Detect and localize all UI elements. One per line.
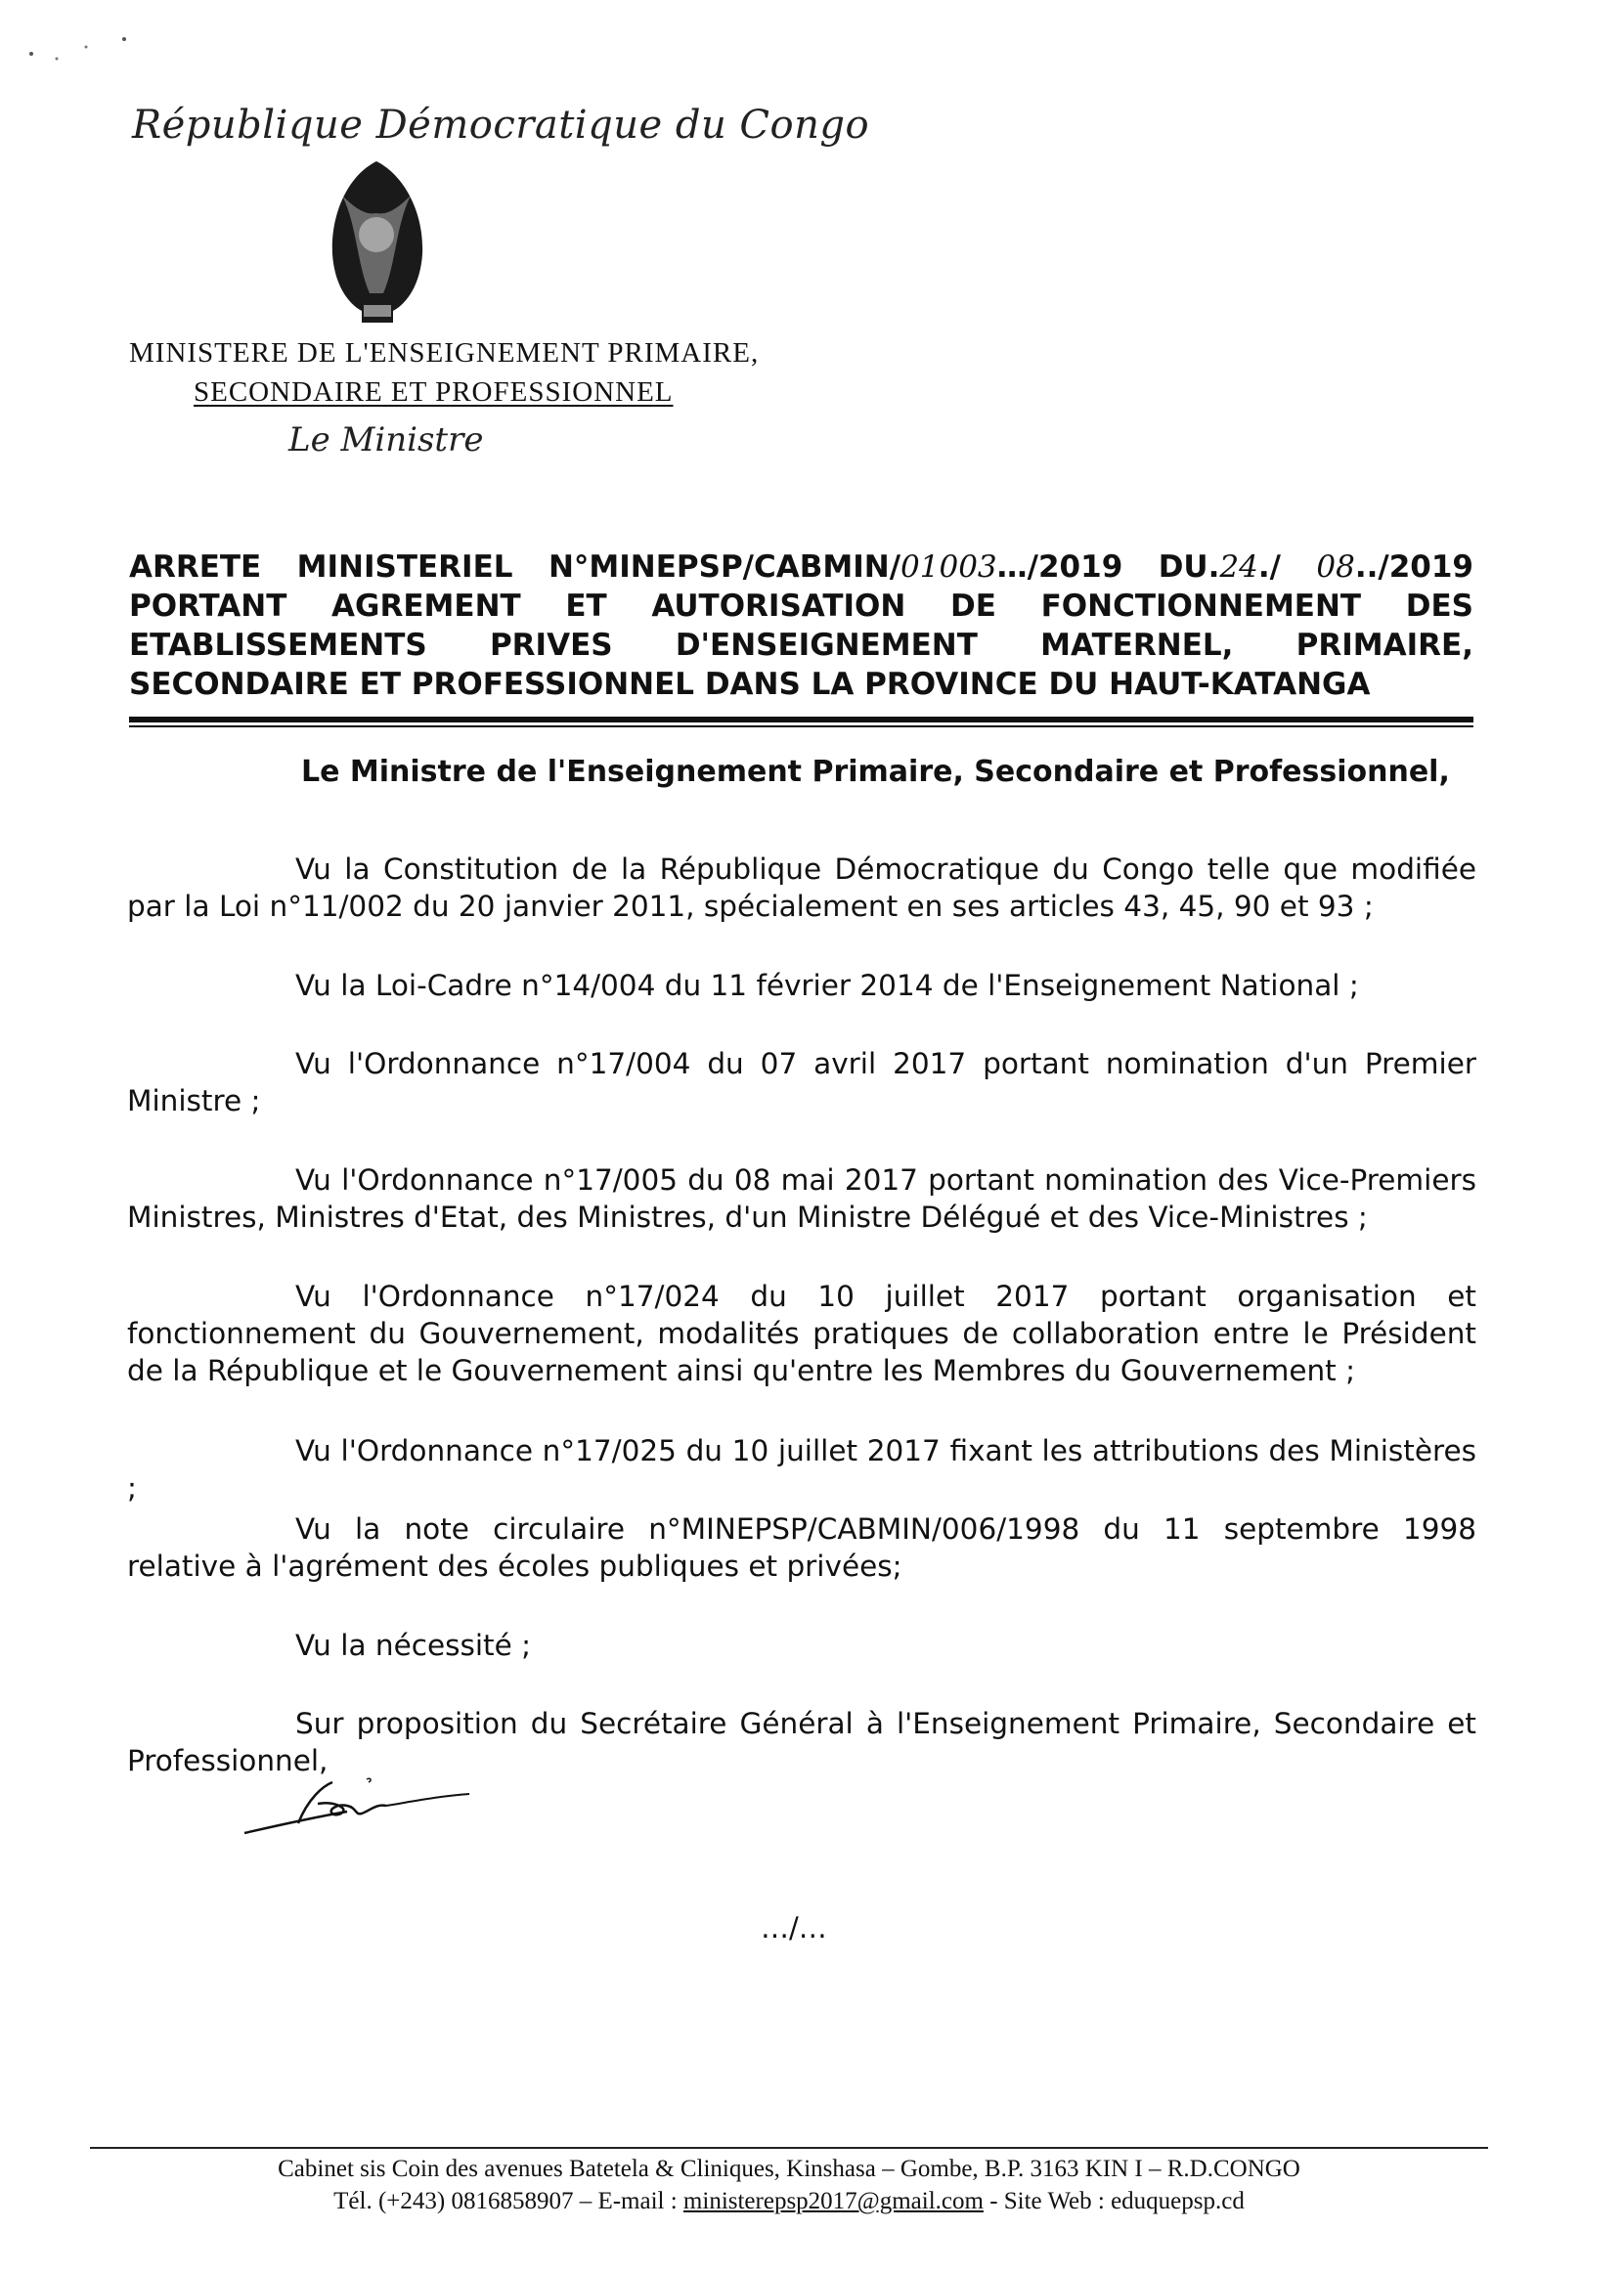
footer-contact: Tél. (+243) 0816858907 – E-mail : ministerepsp2017@gmail.com - Site Web : eduquepsp.cd xyxy=(333,2188,1245,2214)
paragraph-ordonnance-17-025: Vu l'Ordonnance n°17/025 du 10 juillet 2017 fixant les attributions des Ministères ; xyxy=(127,1434,1476,1505)
handwritten-initials xyxy=(240,1774,474,1843)
page-continuation-mark: …/… xyxy=(761,1911,827,1945)
scan-specks xyxy=(0,0,196,78)
minister-heading: Le Ministre de l'Enseignement Primaire, Secondaire et Professionnel, xyxy=(301,755,1450,789)
country-name: République Démocratique du Congo xyxy=(132,103,870,148)
paragraph-necessite: Vu la nécessité ; xyxy=(295,1629,532,1662)
handwritten-decree-number: 01003 xyxy=(900,549,997,585)
paragraph-ordonnance-17-005: Vu l'Ordonnance n°17/005 du 08 mai 2017 portant nomination des Vice-Premiers Ministres, Ministres d'Etat, des Ministres, d'un Ministre Délégué et des Vice-Ministres ; xyxy=(127,1163,1476,1234)
handwritten-month: 08 xyxy=(1316,549,1355,585)
paragraph-note-circulaire: Vu la note circulaire n°MINEPSP/CABMIN/006/1998 du 11 septembre 1998 relative à l'agrément des écoles publiques et privées; xyxy=(127,1512,1476,1583)
title-divider-thin xyxy=(129,725,1473,727)
decree-title-line4: SECONDAIRE ET PROFESSIONNEL DANS LA PROVINCE DU HAUT-KATANGA xyxy=(129,667,1371,702)
decree-title-line2: PORTANT AGREMENT ET AUTORISATION DE FONCTIONNEMENT DES xyxy=(129,589,1473,624)
ministry-name-line1: MINISTERE DE L'ENSEIGNEMENT PRIMAIRE, xyxy=(129,337,760,369)
paragraph-ordonnance-17-024: Vu l'Ordonnance n°17/024 du 10 juillet 2017 portant organisation et fonctionnement du Gouvernement, modalités pratiques de collaboration entre le Président de la République et le Gouvernement ainsi qu'entre les Membres du Gouvernement ; xyxy=(127,1280,1476,1387)
handwritten-day: 24 xyxy=(1219,549,1258,585)
coat-of-arms-emblem xyxy=(303,156,450,323)
footer-email-link[interactable]: ministerepsp2017@gmail.com xyxy=(682,2188,984,2214)
footer-address: Cabinet sis Coin des avenues Batetela & Cliniques, Kinshasa – Gombe, B.P. 3163 KIN I – R.D.CONGO xyxy=(278,2156,1300,2182)
paragraph-constitution: Vu la Constitution de la République Démocratique du Congo telle que modifiée par la Loi n°11/002 du 20 janvier 2011, spécialement en ses articles 43, 45, 90 et 93 ; xyxy=(127,852,1476,923)
decree-title-line3: ETABLISSEMENTS PRIVES D'ENSEIGNEMENT MATERNEL, PRIMAIRE, xyxy=(129,628,1473,663)
decree-title xyxy=(129,547,1473,704)
paragraph-proposition: Sur proposition du Secrétaire Général à l'Enseignement Primaire, Secondaire et Professionnel, xyxy=(127,1707,1476,1777)
decree-title-line1: ARRETE MINISTERIEL N°MINEPSP/CABMIN/01003…/2019 DU.24./ 08../2019 xyxy=(129,549,1473,585)
footer-divider xyxy=(90,2147,1488,2149)
title-divider xyxy=(129,717,1473,722)
ministry-name-line2: SECONDAIRE ET PROFESSIONNEL xyxy=(194,376,674,408)
paragraph-loi-cadre: Vu la Loi-Cadre n°14/004 du 11 février 2014 de l'Enseignement National ; xyxy=(295,969,1359,1002)
office-label: Le Ministre xyxy=(288,420,484,459)
paragraph-ordonnance-17-004: Vu l'Ordonnance n°17/004 du 07 avril 2017 portant nomination d'un Premier Ministre ; xyxy=(127,1047,1476,1117)
